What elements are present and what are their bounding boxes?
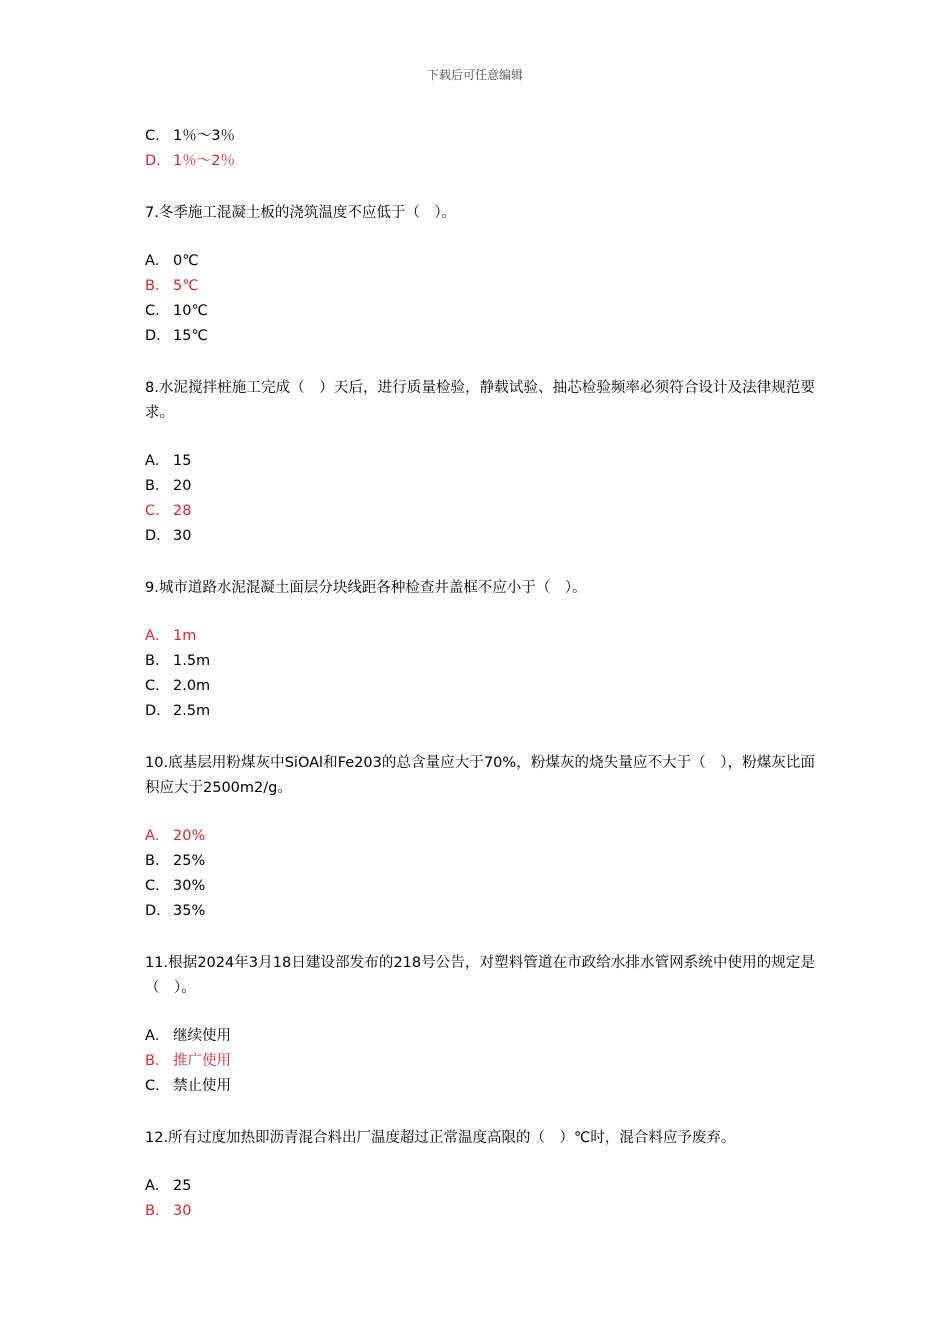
answer-option <box>145 901 815 926</box>
option-text: 35% <box>173 903 206 919</box>
answer-option <box>145 451 815 476</box>
option-text: 30 <box>173 1203 192 1219</box>
option-letter: B． <box>145 478 170 494</box>
option-letter: A． <box>145 628 170 644</box>
option-text: 15 <box>173 453 192 469</box>
answer-option <box>145 851 815 876</box>
paragraph-spacer <box>145 426 815 451</box>
option-text: 30 <box>173 528 192 544</box>
option-text: 5℃ <box>173 278 199 294</box>
option-text: 1m <box>173 628 197 644</box>
question-text: 7.冬季施工混凝土板的浇筑温度不应低于（ ）。 <box>145 205 457 221</box>
answer-option <box>145 651 815 676</box>
answer-option <box>145 676 815 701</box>
option-text: 推广使用 <box>173 1053 231 1069</box>
answer-option <box>145 1026 815 1051</box>
paragraph-spacer <box>145 926 815 951</box>
option-letter: B． <box>145 1203 170 1219</box>
paragraph-spacer <box>145 1001 815 1026</box>
option-letter: A． <box>145 828 170 844</box>
option-letter: C． <box>145 678 170 694</box>
answer-option <box>145 526 815 551</box>
option-letter: A． <box>145 453 170 469</box>
document-body <box>145 126 815 1226</box>
answer-option-correct <box>145 276 815 301</box>
paragraph-spacer <box>145 1101 815 1126</box>
answer-option <box>145 1176 815 1201</box>
answer-option-correct <box>145 626 815 651</box>
option-text: 2.5m <box>173 703 211 719</box>
answer-option-correct <box>145 151 815 176</box>
answer-option <box>145 701 815 726</box>
option-letter: A． <box>145 253 170 269</box>
option-letter: C． <box>145 303 170 319</box>
question-text: 11.根据2024年3月18日建设部发布的218号公告，对塑料管道在市政给水排水管网系统中使用的规定是（ ）。 <box>145 955 815 996</box>
answer-option <box>145 251 815 276</box>
paragraph-spacer <box>145 801 815 826</box>
answer-option-correct <box>145 826 815 851</box>
option-letter: D． <box>145 703 171 719</box>
question-text: 10.底基层用粉煤灰中SiOAl和Fe203的总含量应大于70%，粉煤灰的烧失量应不大于（ ），粉煤灰比面积应大于2500m2/g。 <box>145 755 815 796</box>
option-letter: B． <box>145 278 170 294</box>
option-text: 1.5m <box>173 653 211 669</box>
option-letter: D． <box>145 903 171 919</box>
option-letter: C． <box>145 878 170 894</box>
paragraph-spacer <box>145 1151 815 1176</box>
answer-option-correct <box>145 1201 815 1226</box>
option-text: 20 <box>173 478 192 494</box>
option-text: 20% <box>173 828 206 844</box>
option-text: 28 <box>173 503 192 519</box>
option-letter: A． <box>145 1028 170 1044</box>
option-letter: C． <box>145 503 170 519</box>
answer-option-correct <box>145 1051 815 1076</box>
option-text: 10℃ <box>173 303 208 319</box>
option-text: 继续使用 <box>173 1028 231 1044</box>
option-letter: D． <box>145 528 171 544</box>
paragraph-spacer <box>145 351 815 376</box>
page-header: 下载后可任意编辑 <box>426 68 523 82</box>
question-text: 8.水泥搅拌桩施工完成（ ）天后，进行质量检验，静载试验、抽芯检验频率必须符合设计及法律规范要求。 <box>145 380 815 421</box>
answer-option <box>145 1076 815 1101</box>
answer-option <box>145 301 815 326</box>
option-text: 2.0m <box>173 678 211 694</box>
option-text: 1％～2％ <box>173 153 235 169</box>
option-letter: C． <box>145 128 170 144</box>
option-letter: A． <box>145 1178 170 1194</box>
option-text: 30% <box>173 878 206 894</box>
answer-option-correct <box>145 501 815 526</box>
paragraph-spacer <box>145 176 815 201</box>
option-text: 1％～3％ <box>173 128 235 144</box>
question-text: 12.所有过度加热即沥青混合料出厂温度超过正常温度高限的（ ）℃时，混合料应予废弃。 <box>145 1130 736 1146</box>
paragraph-spacer <box>145 726 815 751</box>
question-text: 9.城市道路水泥混凝土面层分块线距各种检查井盖框不应小于（ ）。 <box>145 580 587 596</box>
option-text: 25% <box>173 853 206 869</box>
option-text: 禁止使用 <box>173 1078 231 1094</box>
option-text: 0℃ <box>173 253 199 269</box>
answer-option <box>145 126 815 151</box>
paragraph-spacer <box>145 601 815 626</box>
option-letter: C． <box>145 1078 170 1094</box>
option-letter: B． <box>145 853 170 869</box>
answer-option <box>145 326 815 351</box>
answer-option <box>145 476 815 501</box>
option-text: 25 <box>173 1178 192 1194</box>
answer-option <box>145 876 815 901</box>
option-letter: D． <box>145 153 171 169</box>
paragraph-spacer <box>145 551 815 576</box>
option-letter: B． <box>145 1053 170 1069</box>
paragraph-spacer <box>145 226 815 251</box>
option-letter: D． <box>145 328 171 344</box>
option-letter: B． <box>145 653 170 669</box>
option-text: 15℃ <box>173 328 208 344</box>
